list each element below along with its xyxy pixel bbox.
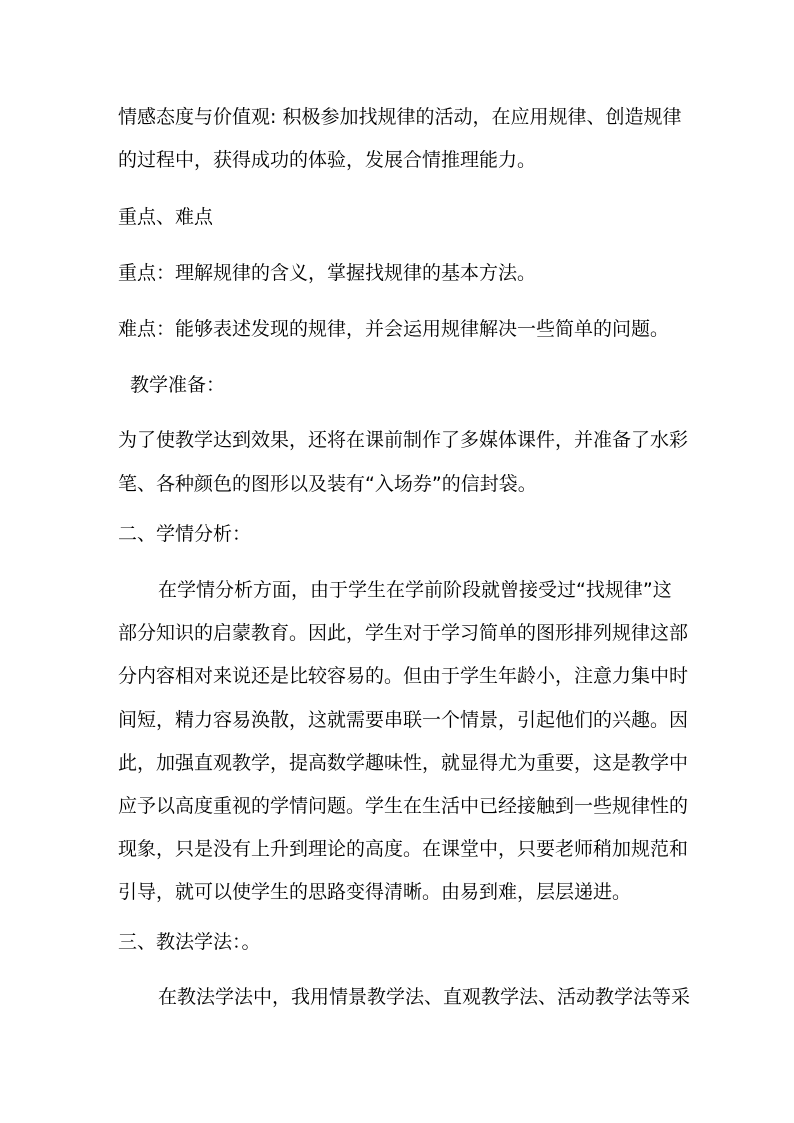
- text-line-analysis-4: 间短，精力容易涣散，这就需要串联一个情景，引起他们的兴趣。因: [118, 709, 689, 731]
- heading-key-difficult-points: 重点、难点: [118, 206, 214, 228]
- text-line-analysis-2: 部分知识的启蒙教育。因此，学生对于学习简单的图形排列规律这部: [118, 622, 689, 644]
- text-line-difficult-point: 难点：能够表述发现的规律，并会运用规律解决一些简单的问题。: [118, 318, 670, 340]
- text-line-methods-1: 在教法学法中，我用情景教学法、直观教学法、活动教学法等采: [158, 986, 691, 1008]
- text-line-analysis-8: 引导，就可以使学生的思路变得清晰。由易到难，层层递进。: [118, 881, 632, 903]
- heading-student-analysis: 二、学情分析：: [118, 523, 252, 545]
- text-line-preparation: 为了使教学达到效果，还将在课前制作了多媒体课件，并准备了水彩: [118, 429, 689, 451]
- text-line-preparation-cont: 笔、各种颜色的图形以及装有“入场券”的信封袋。: [118, 473, 537, 495]
- heading-teaching-preparation: 教学准备：: [130, 374, 226, 396]
- text-line-analysis-5: 此，加强直观教学，提高数学趣味性，就显得尤为重要，这是教学中: [118, 752, 689, 774]
- text-line-emotion-goal: 情感态度与价值观: 积极参加找规律的活动，在应用规律、创造规律: [118, 106, 682, 128]
- text-line-analysis-3: 分内容相对来说还是比较容易的。但由于学生年龄小，注意力集中时: [118, 665, 689, 687]
- text-line-emotion-goal-cont: 的过程中，获得成功的体验，发展合情推理能力。: [118, 149, 537, 171]
- text-line-key-point: 重点：理解规律的含义，掌握找规律的基本方法。: [118, 262, 537, 284]
- text-line-analysis-1: 在学情分析方面，由于学生在学前阶段就曾接受过“找规律”这: [158, 579, 672, 601]
- text-line-analysis-7: 现象，只是没有上升到理论的高度。在课堂中，只要老师稍加规范和: [118, 838, 689, 860]
- text-line-analysis-6: 应予以高度重视的学情问题。学生在生活中已经接触到一些规律性的: [118, 795, 689, 817]
- heading-teaching-methods: 三、教法学法：。: [118, 931, 261, 953]
